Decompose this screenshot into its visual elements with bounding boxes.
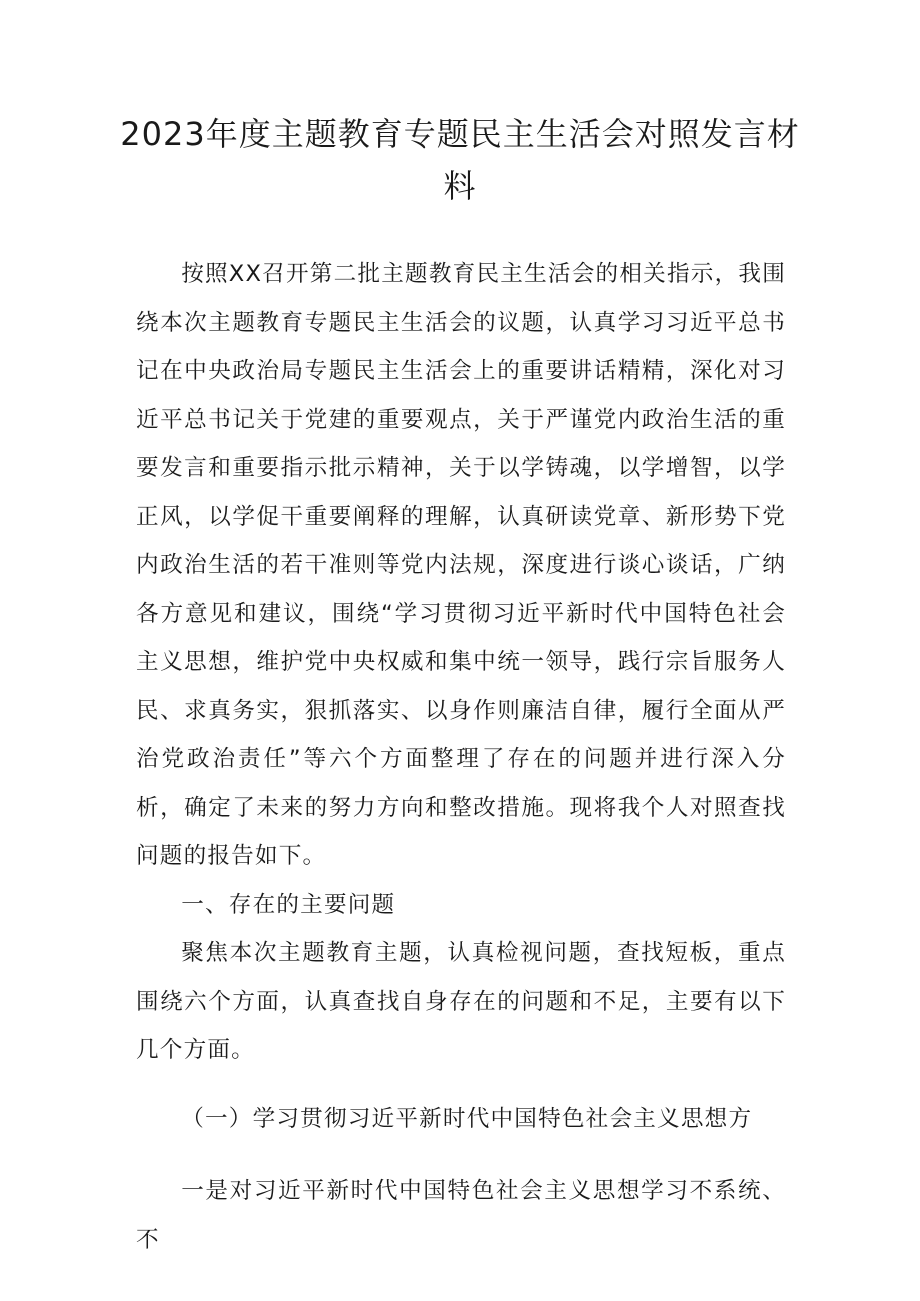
subsection-heading-1: （一）学习贯彻习近平新时代中国特色社会主义思想方 [181,1105,753,1132]
document-body [136,250,786,1264]
paragraph-point-1: 一是对习近平新时代中国特色社会主义思想学习不系统、不 [136,1178,786,1253]
document-title: 2023年度主题教育专题民主生活会对照发言材料 [120,115,800,205]
paragraph-intro: 按照XX召开第二批主题教育民主生活会的相关指示，我围绕本次主题教育专题民主生活会的议题，认真学习习近平总书记在中央政治局专题民主生活会上的重要讲话精精，深化对习近平总书记关于党建的重要观点，关于严谨党内政治生活的重要发言和重要指示批示精神，关于以学铸魂，以学增智，以学正风，以学促干重要阐释的理解，认真研读党章、新形势下党内政治生活的若干准则等党内法规，深度进行谈心谈话，广纳各方意见和建议，围绕“学习贯彻习近平新时代中国特色社会主义思想，维护党中央权威和集中统一领导，践行宗旨服务人民、求真务实，狠抓落实、以身作则廉洁自律，履行全面从严治党政治责任”等六个方面整理了存在的问题并进行深入分析，确定了未来的努力方向和整改措施。现将我个人对照查找问题的报告如下。 [136,261,786,869]
paragraph-focus: 聚焦本次主题教育主题，认真检视问题，查找短板，重点围绕六个方面，认真查找自身存在的问题和不足，主要有以下几个方面。 [136,940,786,1063]
section-heading-main-problems: 一、存在的主要问题 [181,891,396,918]
